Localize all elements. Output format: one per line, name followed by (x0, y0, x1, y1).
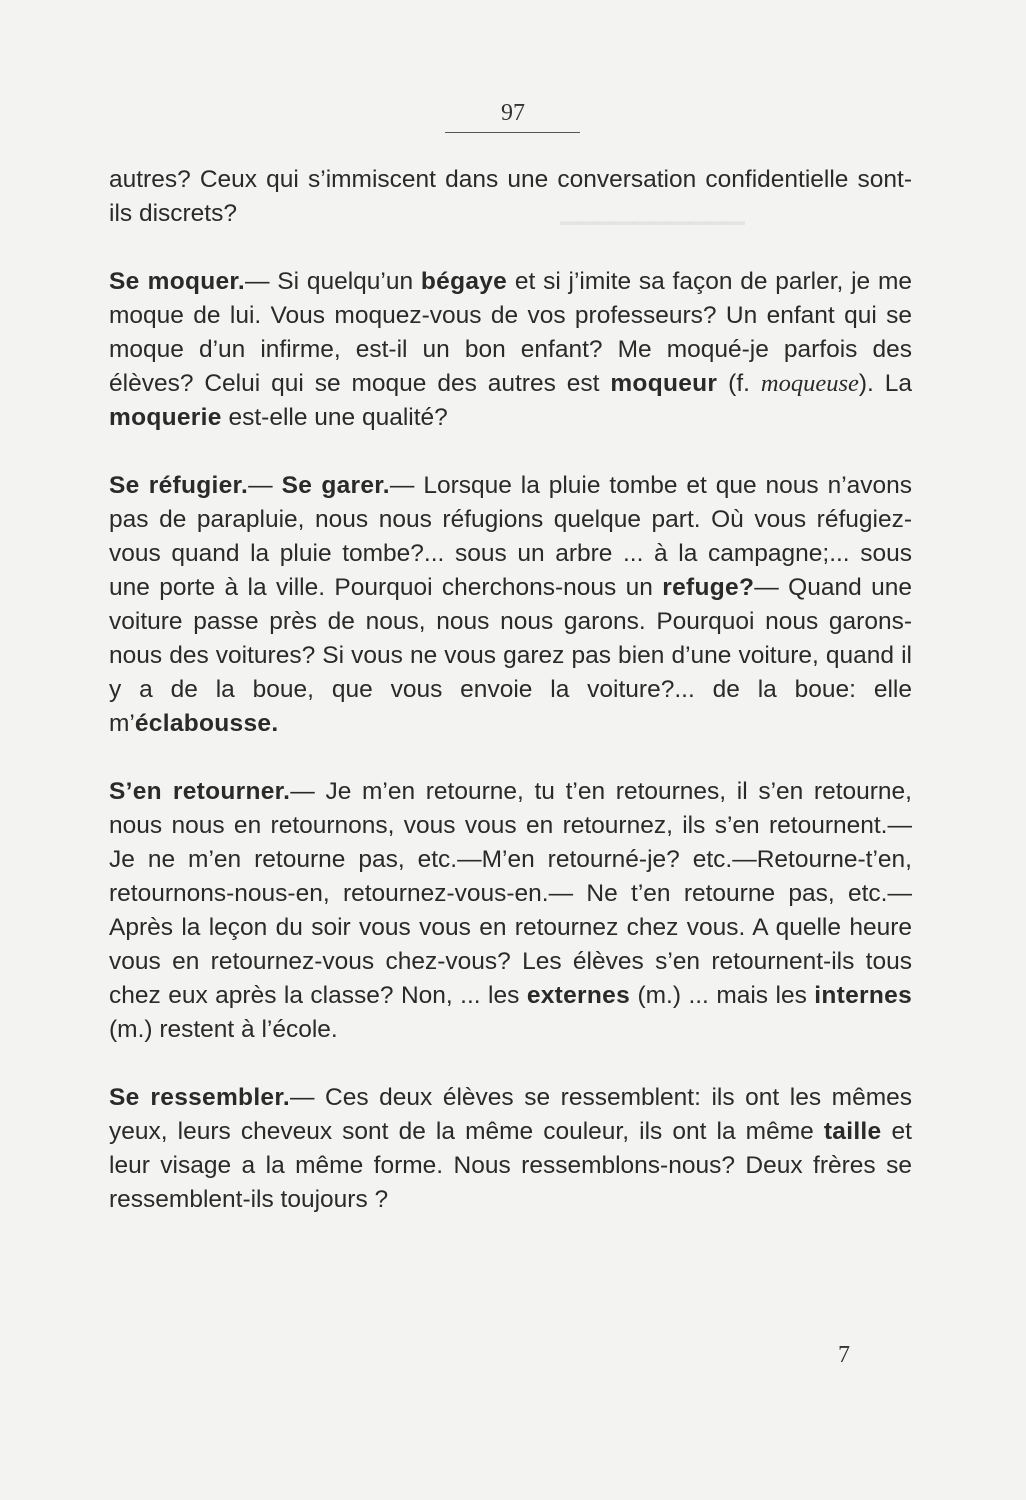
signature-mark: 7 (838, 1342, 850, 1368)
paragraph-se-moquer (109, 265, 912, 435)
vocab-term: taille (823, 1118, 882, 1145)
text-run: (m.) restent à l’école. (109, 1016, 338, 1043)
bleed-through-text: ▁▁▁▁▁▁▁▁▁▁ (560, 199, 745, 225)
vocab-term: moqueur (610, 370, 718, 397)
paragraph-intro (109, 163, 912, 231)
text-run: — Je m’en retourne, tu t’en retournes, il s’en retourne, nous nous en retournons, vous vous en retournez, ils s’en retournent.—Je ne m’en retourne pas, etc.—M’en retourné-je? etc.—Retourne-t’en, retournons-nous-en, retournez-vous-en.— Ne t’en retourne pas, etc.—Après la leçon du soir vous vous en retournez chez vous. A quelle heure vous en retournez-vous chez-vous? Les élèves s’en retournent-ils tous chez eux après la classe? Non, ... les (109, 778, 912, 1009)
paragraph-s-en-retourner (109, 775, 912, 1047)
vocab-term: Se réfugier. (109, 472, 249, 499)
page-number: 97 (501, 100, 525, 126)
text-run: et leur visage a la même forme. Nous ressemblons-nous? Deux frères se ressemblent-ils toujours ? (109, 1118, 912, 1213)
text-run: est-elle une qualité? (221, 404, 448, 431)
text-run: — (248, 472, 282, 499)
vocab-term: moquerie (109, 404, 222, 431)
vocab-term: Se moquer. (109, 268, 246, 295)
paragraph-se-ressembler (109, 1081, 912, 1217)
vocab-term: refuge? (662, 574, 755, 601)
vocab-term: S’en retourner. (109, 778, 291, 805)
vocab-term: externes (526, 982, 630, 1009)
vocab-term: Se garer. (281, 472, 390, 499)
vocab-term: Se ressembler. (109, 1084, 290, 1111)
text-run: ). La (858, 370, 912, 397)
text-run: (m.) ... mais les (630, 982, 815, 1009)
text-run: — Quand une voiture passe près de nous, nous nous garons. Pourquoi nous garons-nous des voitures? Si vous ne vous garez pas bien d’une voiture, quand il y a de la boue, que vous envoie la voiture?... de la boue: elle m’ (109, 574, 912, 737)
text-run: — Si quelqu’un (245, 268, 421, 295)
vocab-term: éclabousse. (134, 710, 279, 737)
text-run: — Ces deux élèves se ressemblent: ils ont les mêmes yeux, leurs cheveux sont de la même couleur, ils ont la même (109, 1084, 912, 1145)
text-run: et si j’imite sa façon de parler, je me moque de lui. Vous moquez-vous de vos professeurs? Un enfant qui se moque d’un infirme, est-il un bon enfant? Me moqué-je parfois des élèves? Celui qui se moque des autres est (109, 268, 912, 397)
text-run: (f. (717, 370, 761, 397)
vocab-term: bégaye (420, 268, 508, 295)
italic-word: moqueuse (760, 370, 859, 397)
text-run: — Lorsque la pluie tombe et que nous n’avons pas de parapluie, nous nous réfugions quelque part. Où vous réfugiez-vous quand la pluie tombe?... sous un arbre ... à la campagne;... sous une porte à la ville. Pourquoi cherchons-nous un (109, 472, 913, 601)
header-rule (445, 132, 580, 133)
vocab-term: internes (814, 982, 912, 1009)
body-text (109, 163, 912, 1217)
text-run: autres? Ceux qui s’immiscent dans une conversation confidentielle sont-ils discrets? (109, 166, 912, 227)
paragraph-se-refugier (109, 469, 912, 741)
